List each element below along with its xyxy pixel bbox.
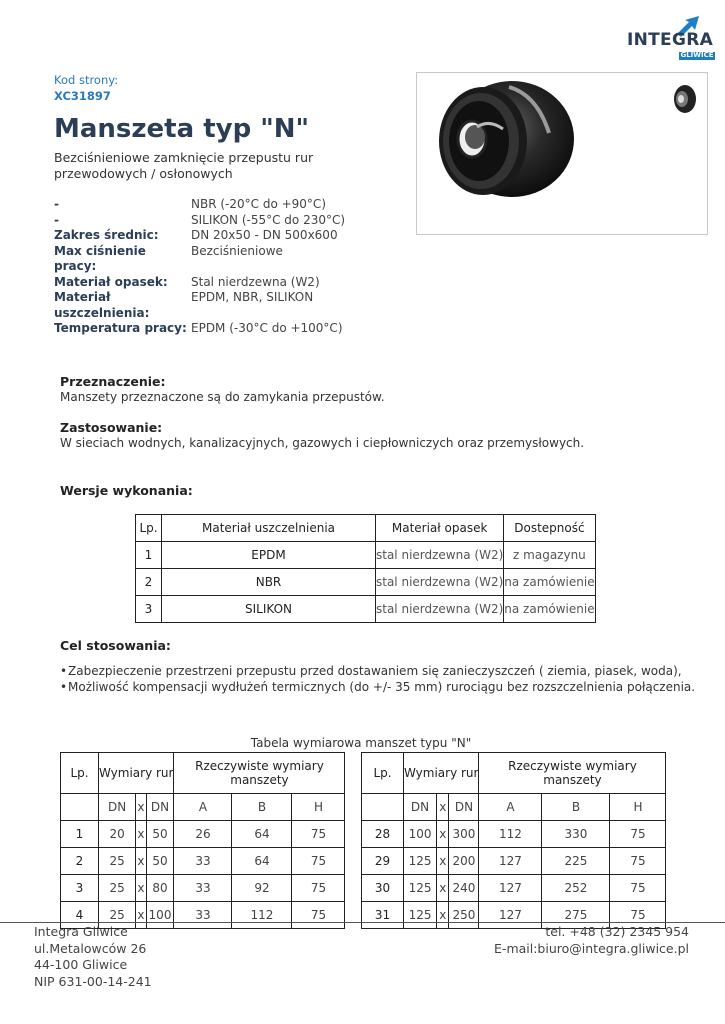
footer-email[interactable]: E-mail:biuro@integra.gliwice.pl xyxy=(494,940,689,956)
spec-row xyxy=(54,275,345,291)
cell-h: 75 xyxy=(610,902,666,929)
cell-dn-inner: 20 xyxy=(99,821,136,848)
cell-dn-outer: 80 xyxy=(146,875,174,902)
table-row xyxy=(362,875,666,902)
cell-x: x xyxy=(437,848,449,875)
cell-lp: 3 xyxy=(61,875,99,902)
cell-b: 275 xyxy=(542,902,610,929)
bullet-icon: • xyxy=(60,664,68,678)
cell-dn-inner: 25 xyxy=(99,848,136,875)
subheader-a: A xyxy=(174,794,232,821)
table-header-row xyxy=(61,753,345,794)
table-row xyxy=(362,848,666,875)
cell-lp: 28 xyxy=(362,821,404,848)
cell-b: 64 xyxy=(232,821,292,848)
col-header-opaski: Materiał opasek xyxy=(376,515,504,542)
cell-dn-outer: 200 xyxy=(449,848,479,875)
cell-a: 33 xyxy=(174,848,232,875)
subheader-a: A xyxy=(479,794,542,821)
dimension-table-left xyxy=(60,752,345,929)
cell-material: EPDM xyxy=(162,542,376,569)
cell-dn-inner: 125 xyxy=(404,848,437,875)
cell-dn-inner: 100 xyxy=(404,821,437,848)
col-header-dostepnosc: Dostepność xyxy=(504,515,595,542)
cell-opaski: stal nierdzewna (W2) xyxy=(376,542,504,569)
subheader-x: x xyxy=(437,794,449,821)
spec-row xyxy=(54,290,345,321)
cell-opaski: stal nierdzewna (W2) xyxy=(376,596,504,623)
zastosowanie-text: W sieciach wodnych, kanalizacyjnych, gazowych i ciepłowniczych oraz przemysłowych. xyxy=(60,436,585,450)
col-header-wymiary: Wymiary rur xyxy=(99,753,174,794)
cell-h: 75 xyxy=(292,821,345,848)
zastosowanie-heading: Zastosowanie: xyxy=(60,420,163,435)
page-subtitle: Bezciśnieniowe zamknięcie przepustu rur przewodowych / osłonowych xyxy=(54,150,314,181)
bullet-icon: • xyxy=(60,680,68,694)
col-header-rzeczywiste-line2: manszety xyxy=(543,773,602,787)
table-row xyxy=(61,875,345,902)
cell-lp: 1 xyxy=(136,542,162,569)
cell-lp: 2 xyxy=(136,569,162,596)
przeznaczenie-heading: Przeznaczenie: xyxy=(60,374,166,389)
list-item xyxy=(60,679,695,695)
col-header-rzeczywiste xyxy=(174,753,345,794)
table-header-row xyxy=(136,515,596,542)
col-header-wymiary: Wymiary rur xyxy=(404,753,479,794)
subheader-empty xyxy=(61,794,99,821)
cell-lp: 1 xyxy=(61,821,99,848)
footer-city: 44-100 Gliwice xyxy=(34,957,128,972)
table-row xyxy=(136,569,596,596)
footer-nip: NIP 631-00-14-241 xyxy=(34,973,152,989)
subheader-b: B xyxy=(542,794,610,821)
cell-x: x xyxy=(136,902,146,929)
spec-row xyxy=(54,244,345,275)
cell-a: 127 xyxy=(479,875,542,902)
cell-x: x xyxy=(437,902,449,929)
col-header-material: Materiał uszczelnienia xyxy=(162,515,376,542)
footer-address xyxy=(34,924,152,990)
table-row xyxy=(61,821,345,848)
spec-value: Bezciśnieniowe xyxy=(191,243,283,258)
subheader-empty xyxy=(362,794,404,821)
cell-lp: 31 xyxy=(362,902,404,929)
cell-dn-outer: 100 xyxy=(146,902,174,929)
spec-value: NBR (-20°C do +90°C) xyxy=(191,197,326,211)
cell-b: 112 xyxy=(232,902,292,929)
spec-key: Temperatura pracy: xyxy=(54,321,187,335)
spec-key: Materiał opasek: xyxy=(54,274,168,289)
subheader-dn: DN xyxy=(146,794,174,821)
dimension-table-caption: Tabela wymiarowa manszet typu "N" xyxy=(250,736,472,750)
subheader-h: H xyxy=(292,794,345,821)
col-header-lp: Lp. xyxy=(61,753,99,794)
cell-b: 64 xyxy=(232,848,292,875)
cell-dostepnosc: na zamówienie xyxy=(504,569,595,596)
col-header-rzeczywiste-line1: Rzeczywiste wymiary xyxy=(508,759,637,773)
table-row xyxy=(136,596,596,623)
spec-key: Materiał uszczelnienia: xyxy=(54,290,150,320)
logo-city: GLIWICE xyxy=(680,51,714,59)
product-photo xyxy=(416,72,708,235)
cell-dn-outer: 50 xyxy=(146,821,174,848)
cell-a: 127 xyxy=(479,902,542,929)
page-title: Manszeta typ "N" xyxy=(54,114,310,144)
versions-table xyxy=(135,514,596,623)
subheader-dn: DN xyxy=(99,794,136,821)
cell-b: 225 xyxy=(542,848,610,875)
cell-material: NBR xyxy=(162,569,376,596)
cell-lp: 2 xyxy=(61,848,99,875)
col-header-rzeczywiste-line1: Rzeczywiste wymiary xyxy=(195,759,324,773)
cell-h: 75 xyxy=(610,821,666,848)
cell-h: 75 xyxy=(292,848,345,875)
cell-material: SILIKON xyxy=(162,596,376,623)
cell-x: x xyxy=(136,821,146,848)
spec-value: Stal nierdzewna (W2) xyxy=(191,274,320,289)
cell-dn-inner: 25 xyxy=(99,875,136,902)
subheader-dn: DN xyxy=(449,794,479,821)
spec-value: EPDM, NBR, SILIKON xyxy=(191,290,314,304)
list-item-text: Zabezpieczenie przestrzeni przepustu przed dostawaniem się zanieczyszczeń ( ziemia, piasek, woda), xyxy=(68,664,682,678)
spec-key: - xyxy=(54,212,59,227)
cell-dn-outer: 300 xyxy=(449,821,479,848)
footer-company: Integra Gliwice xyxy=(34,924,128,939)
cell-dn-outer: 50 xyxy=(146,848,174,875)
cel-list xyxy=(60,663,695,695)
spec-key: - xyxy=(54,197,59,211)
spec-row xyxy=(54,228,345,244)
cell-h: 75 xyxy=(610,875,666,902)
footer-divider xyxy=(0,922,725,923)
col-header-rzeczywiste-line2: manszety xyxy=(230,773,289,787)
cell-dn-outer: 250 xyxy=(449,902,479,929)
cell-dn-inner: 125 xyxy=(404,902,437,929)
cell-opaski: stal nierdzewna (W2) xyxy=(376,569,504,596)
spec-value: SILIKON (-55°C do 230°C) xyxy=(191,212,346,227)
cell-dn-inner: 25 xyxy=(99,902,136,929)
dimension-table-right xyxy=(361,752,666,929)
cell-lp: 30 xyxy=(362,875,404,902)
spec-table xyxy=(54,197,345,337)
cell-a: 112 xyxy=(479,821,542,848)
spec-row xyxy=(54,213,345,229)
cell-x: x xyxy=(437,821,449,848)
cell-a: 33 xyxy=(174,875,232,902)
col-header-lp: Lp. xyxy=(136,515,162,542)
spec-value: EPDM (-30°C do +100°C) xyxy=(191,321,343,335)
cell-x: x xyxy=(136,875,146,902)
table-header-row xyxy=(362,753,666,794)
spec-key: Zakres średnic: xyxy=(54,228,159,242)
spec-value: DN 20x50 - DN 500x600 xyxy=(191,228,338,242)
integra-logo xyxy=(627,14,715,64)
cell-lp: 4 xyxy=(61,902,99,929)
cell-a: 33 xyxy=(174,902,232,929)
cell-lp: 29 xyxy=(362,848,404,875)
subheader-dn: DN xyxy=(404,794,437,821)
cell-a: 26 xyxy=(174,821,232,848)
wersje-heading: Wersje wykonania: xyxy=(60,483,193,498)
subheader-x: x xyxy=(136,794,146,821)
cell-b: 330 xyxy=(542,821,610,848)
list-item-text: Możliwość kompensacji wydłużeń termicznych (do +/- 35 mm) rurociągu bez rozszczelnienia połączenia. xyxy=(68,680,696,694)
cel-heading: Cel stosowania: xyxy=(60,638,171,653)
cell-h: 75 xyxy=(292,875,345,902)
col-header-rzeczywiste xyxy=(479,753,666,794)
table-subheader-row xyxy=(61,794,345,821)
footer-street: ul.Metalowców 26 xyxy=(34,940,147,956)
cell-x: x xyxy=(136,848,146,875)
table-row xyxy=(136,542,596,569)
footer-phone: tel. +48 (32) 2345 954 xyxy=(545,924,689,939)
footer-contact xyxy=(494,924,689,957)
list-item xyxy=(60,663,695,679)
spec-row xyxy=(54,321,345,337)
cell-h: 75 xyxy=(610,848,666,875)
przeznaczenie-text: Manszety przeznaczone są do zamykania przepustów. xyxy=(60,390,385,404)
cell-dostepnosc: na zamówienie xyxy=(504,596,595,623)
cell-b: 92 xyxy=(232,875,292,902)
cell-dn-outer: 240 xyxy=(449,875,479,902)
subheader-b: B xyxy=(232,794,292,821)
col-header-lp: Lp. xyxy=(362,753,404,794)
cell-lp: 3 xyxy=(136,596,162,623)
cell-b: 252 xyxy=(542,875,610,902)
cell-h: 75 xyxy=(292,902,345,929)
manszeta-product-image xyxy=(417,73,707,234)
logo-wordmark: INTEGRA xyxy=(627,30,714,50)
cell-dn-inner: 125 xyxy=(404,875,437,902)
cell-a: 127 xyxy=(479,848,542,875)
spec-row xyxy=(54,197,345,213)
table-row xyxy=(61,848,345,875)
subheader-h: H xyxy=(610,794,666,821)
table-row xyxy=(362,821,666,848)
cell-dostepnosc: z magazynu xyxy=(504,542,595,569)
table-subheader-row xyxy=(362,794,666,821)
page-code-value: XC31897 xyxy=(54,89,111,103)
spec-key: Max ciśnienie pracy: xyxy=(54,243,146,273)
cell-x: x xyxy=(437,875,449,902)
page-code-label: Kod strony: xyxy=(54,73,119,87)
